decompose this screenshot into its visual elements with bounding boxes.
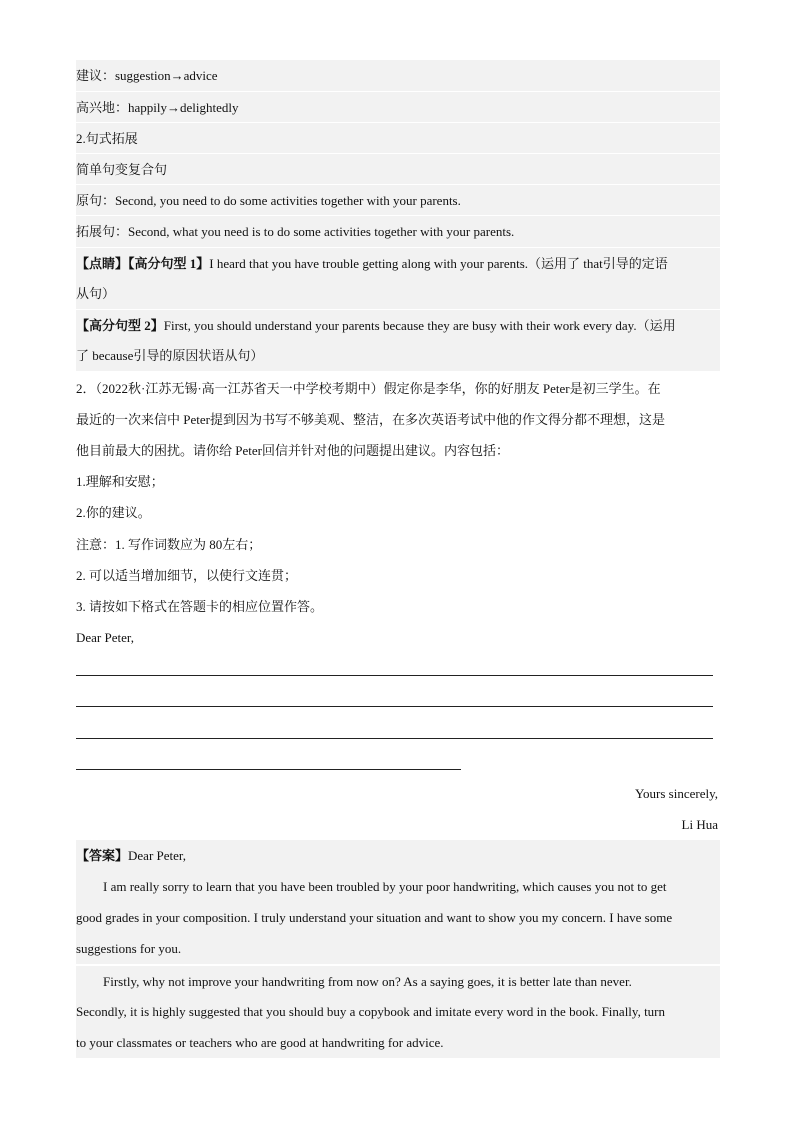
letter-closing: Yours sincerely, [634, 786, 718, 801]
section-heading-sentence: 2.句式拓展 [76, 122, 720, 154]
letter-signature: Li Hua [681, 817, 718, 832]
note-1: 注意：1. 写作词数应为 80左右； [76, 537, 262, 552]
line-delightedly: 高兴地：happily→delightedly [76, 91, 720, 123]
note-2: 2. 可以适当增加细节，以使行文连贯； [76, 568, 298, 583]
answer-line-6: Secondly, it is highly suggested that you should buy a copybook and imitate every word in the book. Finally, turn [76, 996, 720, 1027]
writing-rule-3 [76, 738, 713, 739]
requirement-1: 1.理解和安慰； [76, 474, 164, 489]
answer-line-1 [76, 840, 720, 871]
writing-rule-4 [76, 769, 461, 770]
line-highlight-2-cont: 了 because引导的原因状语从句） [76, 340, 720, 371]
question-line-2: 最近的一次来信中 Peter提到因为书写不够美观、整洁，在多次英语考试中他的作文得分都不理想，这是 [76, 412, 665, 427]
answer-line-5: Firstly, why not improve your handwriting from now on? As a saying goes, it is better late than never. [76, 965, 720, 997]
highlight-text-1: I heard that you have trouble getting along with your parents.（运用了 that引导的定语 [209, 256, 668, 271]
line-advice: 建议：suggestion→advice [76, 60, 720, 91]
question-line-1: 2．（2022秋·江苏无锡·高一江苏省天一中学校考期中）假定你是李华，你的好朋友 Peter是初三学生。在 [76, 381, 661, 396]
line-highlight-1-cont: 从句） [76, 278, 720, 309]
line-highlight-2 [76, 309, 720, 341]
answer-line-3: good grades in your composition. I truly understand your situation and want to show you my concern. I have some [76, 902, 720, 933]
letter-salutation: Dear Peter, [76, 630, 134, 645]
writing-rule-1 [76, 675, 713, 676]
answer-tag: 【答案】 [76, 848, 129, 863]
line-original-sentence: 原句：Second, you need to do some activities together with your parents. [76, 184, 720, 216]
answer-line-4: suggestions for you. [76, 933, 720, 964]
highlight-tag-2: 【高分句型 2】 [76, 318, 164, 333]
highlight-tag-1: 【点睛】【高分句型 1】 [76, 256, 210, 271]
writing-rule-2 [76, 706, 713, 707]
note-3: 3. 请按如下格式在答题卡的相应位置作答。 [76, 599, 324, 614]
line-highlight-1 [76, 247, 720, 279]
line-simple-to-complex: 简单句变复合句 [76, 153, 720, 185]
answer-salutation: Dear Peter, [128, 848, 186, 863]
answer-line-7: to your classmates or teachers who are good at handwriting for advice. [76, 1027, 720, 1058]
answer-line-2: I am really sorry to learn that you have been troubled by your poor handwriting, which causes you not to get [76, 871, 720, 902]
question-line-3: 他目前最大的困扰。请你给 Peter回信并针对他的问题提出建议。内容包括： [76, 443, 509, 458]
requirement-2: 2.你的建议。 [76, 505, 151, 520]
highlight-text-2: First, you should understand your parents because they are busy with their work every day.（运用 [163, 318, 676, 333]
line-expanded-sentence: 拓展句：Second, what you need is to do some activities together with your parents. [76, 215, 720, 247]
